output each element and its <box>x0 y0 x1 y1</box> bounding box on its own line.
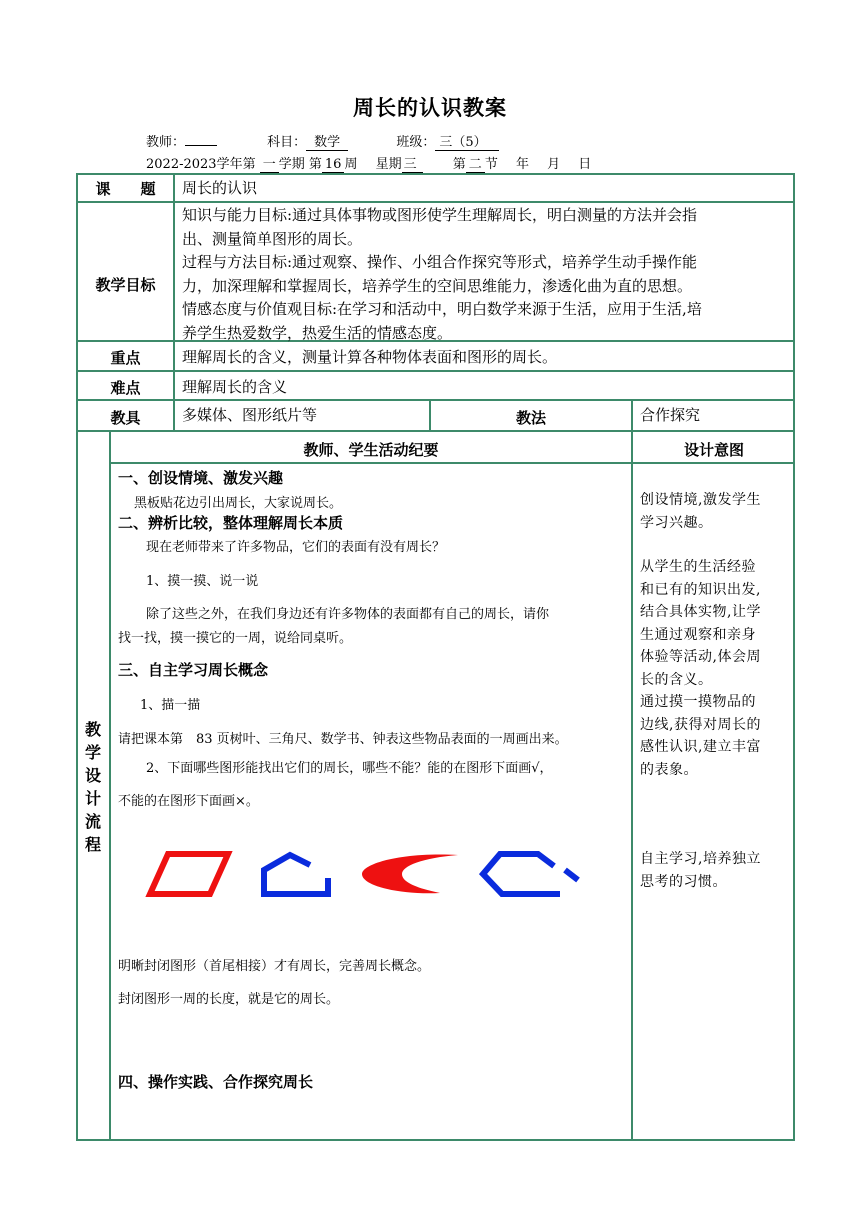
row-divider <box>76 430 795 432</box>
section-3-text: 请把课本第 83 页树叶、三角尺、数学书、钟表这些物品表面的一周画出来。 <box>118 732 568 747</box>
row-divider <box>76 399 795 401</box>
col-divider <box>109 430 111 1141</box>
date-day: 日 <box>578 157 592 172</box>
year: 2022-2023 <box>146 157 217 172</box>
key-point-value: 理解周长的含义，测量计算各种物体表面和图形的周长。 <box>182 348 558 366</box>
activity-header: 教师、学生活动纪要 <box>303 441 439 459</box>
section-2-step: 1、摸一摸、说一说 <box>146 574 259 589</box>
section-3-heading: 三、自主学习周长概念 <box>118 661 269 679</box>
blue-open-hexagon-shape <box>483 854 560 894</box>
difficulty-label: 难点 <box>110 379 141 397</box>
section-3-step: 1、描一描 <box>140 698 201 713</box>
section-2-text: 找一找，摸一摸它的一周，说给同桌听。 <box>118 631 353 646</box>
row-divider <box>110 462 795 464</box>
section-2-text: 除了这些之外，在我们身边还有许多物体的表面都有自己的周长，请你 <box>146 607 550 622</box>
meta-row-1 <box>146 131 499 151</box>
date-month: 月 <box>547 157 561 172</box>
week-prefix: 第 <box>308 157 322 172</box>
design-note-3: 自主学习,培养独立 思考的习惯。 <box>640 851 761 890</box>
subject-label: 科目： <box>267 135 307 150</box>
term-label: 学期 <box>278 157 305 172</box>
date-year: 年 <box>515 157 529 172</box>
week-suffix: 周 <box>344 157 358 172</box>
blue-open-pentagon-shape <box>264 855 328 894</box>
class-label: 班级： <box>396 135 436 150</box>
meta-row-2 <box>146 153 591 173</box>
process-label: 教 学 设 计 流 程 <box>84 720 101 854</box>
section-1-heading: 一、创设情境、激发兴趣 <box>118 469 284 487</box>
goals-text <box>182 204 792 345</box>
blue-gap-segment <box>565 870 578 880</box>
goal-line: 过程与方法目标:通过观察、操作、小组合作探究等形式，培养学生动手操作能 <box>182 253 698 271</box>
section-1-text: 黑板贴花边引出周长，大家说周长。 <box>134 496 343 511</box>
year-label: 学年第 <box>216 157 256 172</box>
goal-line: 养学生热爱数学，热爱生活的情感态度。 <box>182 323 453 342</box>
page-title: 周长的认识教案 <box>353 96 507 120</box>
section-4-heading: 四、操作实践、合作探究周长 <box>118 1073 314 1091</box>
section-3-text: 2、下面哪些图形能找出它们的周长，哪些不能？能的在图形下面画√， <box>146 761 553 776</box>
period-value: 二 <box>466 157 485 173</box>
weekday-value: 三 <box>402 157 423 173</box>
weekday-label: 星期 <box>375 157 402 172</box>
tools-value: 多媒体、图形纸片等 <box>182 406 318 424</box>
col-divider <box>631 399 633 1141</box>
section-3-text: 明晰封闭图形（首尾相接）才有周长，完善周长概念。 <box>118 959 431 974</box>
section-2-text: 现在老师带来了许多物品，它们的表面有没有周长？ <box>146 540 446 555</box>
method-value: 合作探究 <box>640 406 701 424</box>
red-parallelogram-shape <box>150 854 228 894</box>
method-label: 教法 <box>515 409 546 427</box>
row-divider <box>76 201 795 203</box>
tools-label: 教具 <box>110 409 141 427</box>
topic-label: 课 题 <box>95 180 156 198</box>
goal-line: 力，加深理解和掌握周长，培养学生的空间思维能力，渗透化曲为直的思想。 <box>182 276 693 295</box>
goal-line: 情感态度与价值观目标:在学习和活动中，明白数学来源于生活，应用于生活,培 <box>182 300 702 318</box>
topic-value: 周长的认识 <box>182 179 258 197</box>
teacher-label: 教师： <box>146 135 186 150</box>
key-point-label: 重点 <box>110 349 141 367</box>
subject-value: 数学 <box>306 135 348 151</box>
red-crescent-shape <box>362 855 458 894</box>
design-header: 设计意图 <box>683 441 744 459</box>
section-2-heading: 二、辨析比较，整体理解周长本质 <box>118 514 344 532</box>
difficulty-value: 理解周长的含义 <box>182 378 288 396</box>
period-prefix: 第 <box>452 157 466 172</box>
section-3-text: 不能的在图形下面画×。 <box>118 794 259 809</box>
class-value: 三（5） <box>435 135 498 151</box>
goal-line: 知识与能力目标:通过具体事物或图形使学生理解周长，明白测量的方法并会指 <box>182 206 698 224</box>
design-note-2: 从学生的生活经验 和已有的知识出发, 结合具体实物,让学 生通过观察和亲身 体验等活动,体会周 长的含义。 通过摸一摸物品的 边线,获得对周长的 感性认识,建立丰富 的表象。 <box>640 559 761 778</box>
period-suffix: 节 <box>484 157 498 172</box>
design-note-1: 创设情境,激发学生 学习兴趣。 <box>640 492 761 531</box>
goals-label: 教学目标 <box>95 276 156 294</box>
week-value: 16 <box>322 157 345 173</box>
shapes-illustration <box>140 848 590 904</box>
row-divider <box>76 370 795 372</box>
section-3-text: 封闭图形一周的长度，就是它的周长。 <box>118 992 340 1007</box>
term-value: 一 <box>260 157 279 173</box>
teacher-value <box>185 145 217 146</box>
col-divider <box>173 173 175 432</box>
goal-line: 出、测量简单图形的周长。 <box>182 229 363 248</box>
